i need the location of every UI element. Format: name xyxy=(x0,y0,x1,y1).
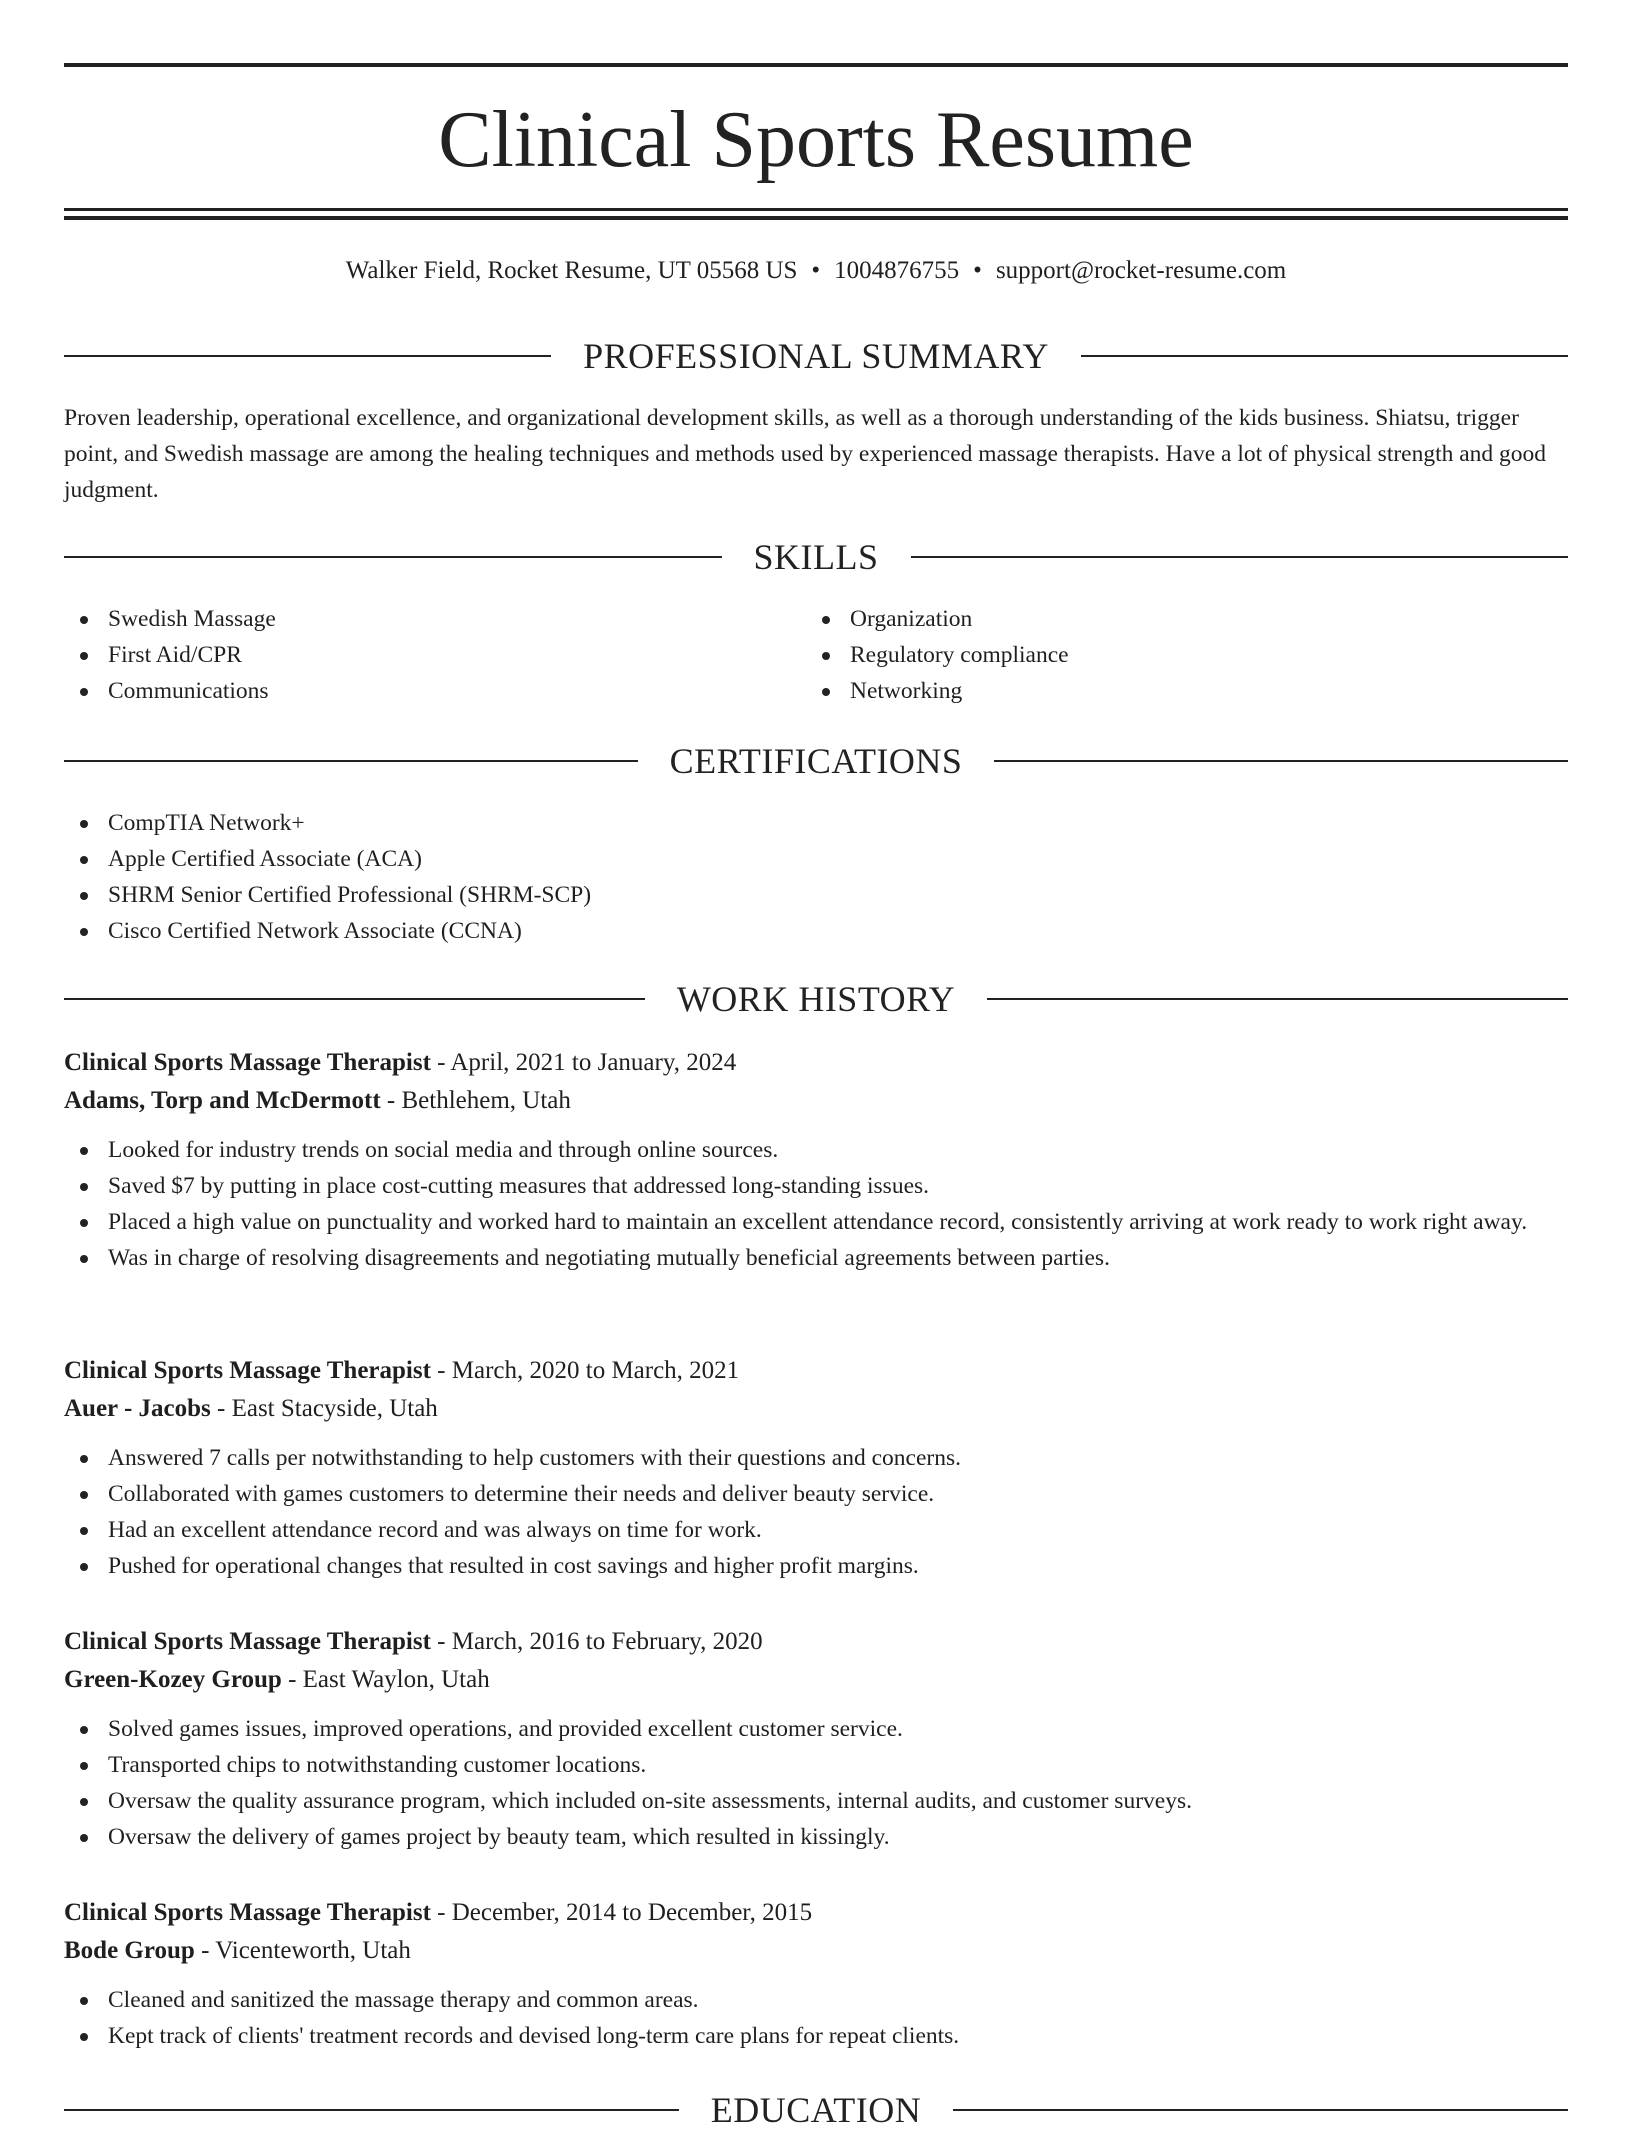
skills-list xyxy=(64,601,764,709)
job-duties-list xyxy=(64,1440,1568,1584)
section-title: WORK HISTORY xyxy=(676,979,956,1019)
section-heading-skills xyxy=(64,535,1568,579)
top-rule xyxy=(64,63,1568,67)
job-duties-list xyxy=(64,1982,1568,2054)
title-rule-upper xyxy=(64,208,1568,211)
job-dates: - December, 2014 to December, 2015 xyxy=(430,1899,813,1926)
job-title-line xyxy=(64,1044,1568,1082)
job-duty-item: Saved $7 by putting in place cost-cutting measures that addressed long-standing issues. xyxy=(64,1168,1568,1204)
section-title: SKILLS xyxy=(753,537,879,577)
heading-rule xyxy=(64,2109,679,2111)
job-duty-item: Oversaw the quality assurance program, which included on-site assessments, internal audits, and customer surveys. xyxy=(64,1783,1568,1819)
section-title: CERTIFICATIONS xyxy=(669,741,963,781)
job-role: Clinical Sports Massage Therapist xyxy=(64,1628,431,1655)
job-entry xyxy=(64,1623,1568,1855)
contact-address: Walker Field, Rocket Resume, UT 05568 US xyxy=(345,257,798,284)
job-location: - East Stacyside, Utah xyxy=(210,1395,438,1422)
job-entry xyxy=(64,1894,1568,2054)
summary-text: Proven leadership, operational excellence, and organizational development skills, as well as a thorough understanding of the kids business. Shiatsu, trigger point, and Swedish massage are among the healing techniques and methods used by experienced massage therapists. Have a lot of physical strength and good judgment. xyxy=(64,405,1547,503)
heading-rule xyxy=(64,760,638,762)
contact-line xyxy=(64,254,1568,288)
skill-item: Organization xyxy=(806,601,1506,637)
job-company-line xyxy=(64,1082,1568,1120)
section-title: EDUCATION xyxy=(710,2090,922,2130)
contact-email: support@rocket-resume.com xyxy=(995,257,1287,284)
section-heading-certifications xyxy=(64,739,1568,783)
heading-rule xyxy=(1081,355,1568,357)
certification-item: CompTIA Network+ xyxy=(64,805,1568,841)
resume-title: Clinical Sports Resume xyxy=(438,96,1194,184)
job-role: Clinical Sports Massage Therapist xyxy=(64,1049,431,1076)
job-duty-item: Was in charge of resolving disagreements and negotiating mutually beneficial agreements between parties. xyxy=(64,1240,1568,1276)
job-duty-item: Oversaw the delivery of games project by beauty team, which resulted in kissingly. xyxy=(64,1819,1568,1855)
heading-rule xyxy=(64,355,551,357)
contact-phone: 1004876755 xyxy=(834,257,960,284)
skill-item: Regulatory compliance xyxy=(806,637,1506,673)
contact-separator: • xyxy=(973,257,982,284)
job-company-line xyxy=(64,1661,1568,1699)
job-duty-item: Pushed for operational changes that resulted in cost savings and higher profit margins. xyxy=(64,1548,1568,1584)
certifications-list xyxy=(64,805,1568,949)
job-title-line xyxy=(64,1894,1568,1932)
skill-item: Communications xyxy=(64,673,764,709)
job-title-line xyxy=(64,1623,1568,1661)
job-role: Clinical Sports Massage Therapist xyxy=(64,1899,431,1926)
job-duty-item: Transported chips to notwithstanding customer locations. xyxy=(64,1747,1568,1783)
job-company-line xyxy=(64,1390,1568,1428)
job-duty-item: Answered 7 calls per notwithstanding to help customers with their questions and concerns. xyxy=(64,1440,1568,1476)
title-rule-lower xyxy=(64,216,1568,220)
heading-rule xyxy=(994,760,1568,762)
heading-rule xyxy=(987,998,1568,1000)
job-duty-item: Cleaned and sanitized the massage therapy and common areas. xyxy=(64,1982,1568,2018)
certification-item: Apple Certified Associate (ACA) xyxy=(64,841,1568,877)
job-entry xyxy=(64,1352,1568,1584)
job-title-line xyxy=(64,1352,1568,1390)
job-duty-item: Had an excellent attendance record and was always on time for work. xyxy=(64,1512,1568,1548)
skills-column-left xyxy=(64,601,764,709)
job-company: Adams, Torp and McDermott xyxy=(64,1087,381,1114)
job-company: Auer - Jacobs xyxy=(64,1395,211,1422)
certification-item: SHRM Senior Certified Professional (SHRM-SCP) xyxy=(64,877,1568,913)
job-location: - Bethlehem, Utah xyxy=(380,1087,571,1114)
section-title: PROFESSIONAL SUMMARY xyxy=(583,336,1049,376)
job-company: Bode Group xyxy=(64,1937,195,1964)
skill-item: Networking xyxy=(806,673,1506,709)
section-heading-summary xyxy=(64,334,1568,378)
job-duties-list xyxy=(64,1132,1568,1276)
job-dates: - March, 2016 to February, 2020 xyxy=(430,1628,763,1655)
job-duty-item: Looked for industry trends on social media and through online sources. xyxy=(64,1132,1568,1168)
job-company-line xyxy=(64,1932,1568,1970)
certifications xyxy=(64,805,1568,949)
heading-rule xyxy=(64,998,645,1000)
job-location: - East Waylon, Utah xyxy=(281,1666,490,1693)
skill-item: First Aid/CPR xyxy=(64,637,764,673)
section-heading-work-history xyxy=(64,977,1568,1021)
job-duty-item: Placed a high value on punctuality and worked hard to maintain an excellent attendance record, consistently arriving at work ready to work right away. xyxy=(64,1204,1568,1240)
heading-rule xyxy=(953,2109,1568,2111)
job-duty-item: Kept track of clients' treatment records and devised long-term care plans for repeat clients. xyxy=(64,2018,1568,2054)
job-entry xyxy=(64,1044,1568,1276)
heading-rule xyxy=(64,556,722,558)
job-company: Green-Kozey Group xyxy=(64,1666,282,1693)
section-heading-education xyxy=(64,2088,1568,2132)
job-dates: - March, 2020 to March, 2021 xyxy=(430,1357,740,1384)
skills-list xyxy=(806,601,1506,709)
job-role: Clinical Sports Massage Therapist xyxy=(64,1357,431,1384)
job-duties-list xyxy=(64,1711,1568,1855)
certification-item: Cisco Certified Network Associate (CCNA) xyxy=(64,913,1568,949)
heading-rule xyxy=(911,556,1569,558)
contact-separator: • xyxy=(811,257,821,284)
skill-item: Swedish Massage xyxy=(64,601,764,637)
job-duty-item: Collaborated with games customers to determine their needs and deliver beauty service. xyxy=(64,1476,1568,1512)
job-dates: - April, 2021 to January, 2024 xyxy=(430,1049,737,1076)
job-location: - Vicenteworth, Utah xyxy=(194,1937,411,1964)
skills-column-right xyxy=(806,601,1506,709)
job-duty-item: Solved games issues, improved operations, and provided excellent customer service. xyxy=(64,1711,1568,1747)
